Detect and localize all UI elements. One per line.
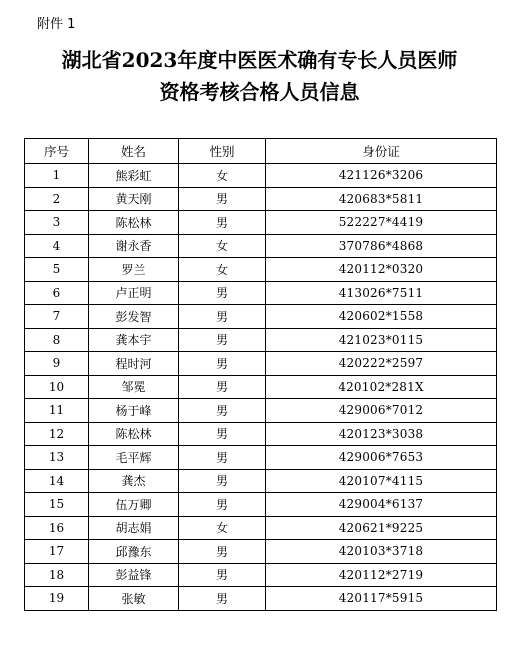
cell-id-number: 413026*7511 [266,281,497,305]
cell-name: 谢永香 [89,234,179,258]
cell-gender: 女 [179,258,266,282]
cell-gender: 男 [179,493,266,517]
cell-id-number: 420602*1558 [266,305,497,329]
cell-id-number: 420102*281X [266,375,497,399]
table-row [25,587,497,611]
cell-gender: 男 [179,422,266,446]
cell-id-number: 421023*0115 [266,328,497,352]
cell-name: 彭发智 [89,305,179,329]
cell-id-number: 420683*5811 [266,187,497,211]
cell-name: 罗兰 [89,258,179,282]
cell-name: 程时河 [89,352,179,376]
cell-serial-number: 10 [25,375,89,399]
cell-serial-number: 3 [25,211,89,235]
cell-gender: 男 [179,211,266,235]
table-row [25,469,497,493]
header-id-number: 身份证 [266,139,497,164]
cell-name: 杨于峰 [89,399,179,423]
cell-serial-number: 12 [25,422,89,446]
table-row [25,164,497,188]
table-row [25,281,497,305]
qualified-personnel-table [24,138,497,611]
cell-id-number: 522227*4419 [266,211,497,235]
cell-serial-number: 9 [25,352,89,376]
cell-gender: 男 [179,446,266,470]
cell-gender: 女 [179,516,266,540]
cell-name: 胡志娟 [89,516,179,540]
table-row [25,399,497,423]
cell-id-number: 421126*3206 [266,164,497,188]
table-row [25,493,497,517]
cell-serial-number: 16 [25,516,89,540]
cell-serial-number: 6 [25,281,89,305]
cell-serial-number: 11 [25,399,89,423]
table-row [25,540,497,564]
table-row [25,422,497,446]
cell-id-number: 420112*2719 [266,563,497,587]
cell-name: 张敏 [89,587,179,611]
cell-gender: 男 [179,540,266,564]
table-row [25,211,497,235]
table-row [25,305,497,329]
cell-serial-number: 8 [25,328,89,352]
cell-id-number: 429006*7653 [266,446,497,470]
cell-serial-number: 15 [25,493,89,517]
cell-gender: 男 [179,281,266,305]
cell-gender: 男 [179,563,266,587]
cell-serial-number: 4 [25,234,89,258]
cell-gender: 男 [179,587,266,611]
cell-serial-number: 18 [25,563,89,587]
table-row [25,328,497,352]
cell-name: 伍万卿 [89,493,179,517]
cell-gender: 男 [179,187,266,211]
cell-id-number: 420112*0320 [266,258,497,282]
cell-id-number: 420117*5915 [266,587,497,611]
cell-gender: 男 [179,328,266,352]
page-title-line-1: 湖北省2023年度中医医术确有专长人员医师 [61,48,458,72]
attachment-label: 附件 1 [37,17,76,32]
table-row [25,375,497,399]
cell-serial-number: 7 [25,305,89,329]
table-row [25,258,497,282]
cell-gender: 男 [179,305,266,329]
cell-id-number: 370786*4868 [266,234,497,258]
cell-name: 龚杰 [89,469,179,493]
cell-serial-number: 13 [25,446,89,470]
cell-id-number: 420123*3038 [266,422,497,446]
table-row [25,187,497,211]
cell-name: 龚本宇 [89,328,179,352]
cell-id-number: 429006*7012 [266,399,497,423]
cell-name: 陈松林 [89,211,179,235]
cell-gender: 男 [179,399,266,423]
cell-name: 陈松林 [89,422,179,446]
cell-serial-number: 5 [25,258,89,282]
cell-serial-number: 14 [25,469,89,493]
cell-id-number: 420222*2597 [266,352,497,376]
cell-name: 邱豫东 [89,540,179,564]
cell-name: 毛平辉 [89,446,179,470]
table-row [25,563,497,587]
header-serial-number: 序号 [25,139,89,164]
cell-name: 邹冕 [89,375,179,399]
table-header-row [25,139,497,164]
cell-serial-number: 17 [25,540,89,564]
page-title-line-2: 资格考核合格人员信息 [159,80,360,104]
cell-name: 彭益锋 [89,563,179,587]
cell-gender: 女 [179,234,266,258]
cell-serial-number: 19 [25,587,89,611]
cell-id-number: 429004*6137 [266,493,497,517]
cell-id-number: 420107*4115 [266,469,497,493]
table-row [25,234,497,258]
cell-name: 黄天刚 [89,187,179,211]
cell-name: 卢正明 [89,281,179,305]
cell-serial-number: 2 [25,187,89,211]
cell-id-number: 420621*9225 [266,516,497,540]
cell-name: 熊彩虹 [89,164,179,188]
cell-id-number: 420103*3718 [266,540,497,564]
header-name: 姓名 [89,139,179,164]
header-gender: 性别 [179,139,266,164]
cell-serial-number: 1 [25,164,89,188]
table-row [25,516,497,540]
table-row [25,446,497,470]
cell-gender: 女 [179,164,266,188]
table-row [25,352,497,376]
cell-gender: 男 [179,469,266,493]
cell-gender: 男 [179,375,266,399]
cell-gender: 男 [179,352,266,376]
